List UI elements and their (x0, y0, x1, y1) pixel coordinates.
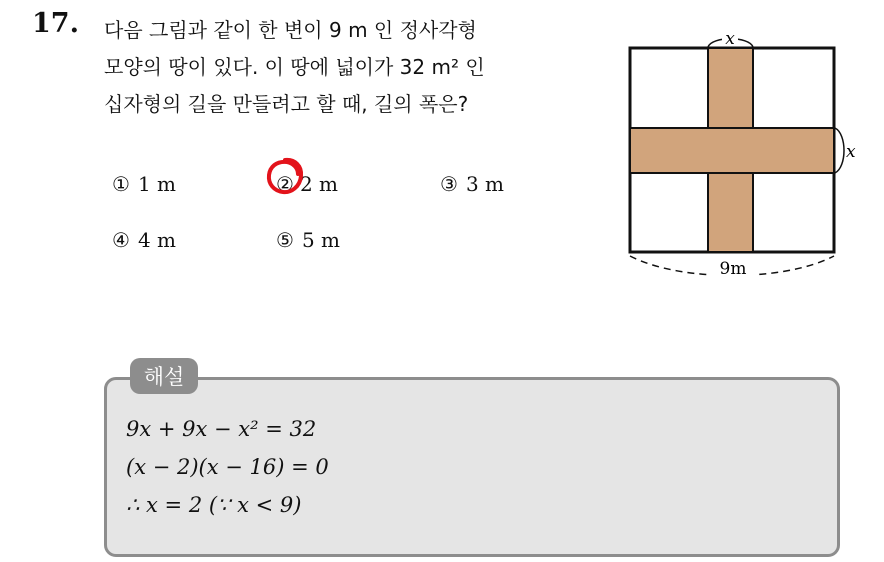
question-line-3: 십자형의 길을 만들려고 할 때, 길의 폭은? (104, 92, 469, 116)
choice-1-text: 1 m (137, 172, 176, 196)
bottom-length-label: 9m (719, 259, 747, 279)
question-number: 17. (32, 8, 79, 39)
choice-2-mark: ② (276, 172, 294, 196)
question-line-2: 모양의 땅이 있다. 이 땅에 넓이가 32 m² 인 (104, 55, 485, 79)
choice-5[interactable] (276, 228, 340, 252)
choice-3[interactable] (440, 172, 504, 196)
solution-line-1: 9x + 9x − x² = 32 (126, 417, 317, 441)
choice-4-text: 4 m (137, 228, 176, 252)
choice-5-text: 5 m (301, 228, 340, 252)
road-crossing (709, 129, 752, 172)
answer-circle-mark (265, 156, 305, 196)
choice-2-text: 2 m (299, 172, 338, 196)
choice-1[interactable] (112, 172, 176, 196)
square-land-figure (600, 26, 870, 286)
choice-3-mark: ③ (440, 172, 458, 196)
choice-1-mark: ① (112, 172, 130, 196)
choice-5-mark: ⑤ (276, 228, 294, 252)
solution-tab: 해설 (130, 358, 198, 394)
choice-4[interactable] (112, 228, 176, 252)
solution-line-2: (x − 2)(x − 16) = 0 (126, 455, 329, 479)
top-width-label: x (725, 29, 735, 49)
choice-3-text: 3 m (465, 172, 504, 196)
choice-4-mark: ④ (112, 228, 130, 252)
right-width-arc (835, 128, 844, 173)
question-line-1: 다음 그림과 같이 한 변이 9 m 인 정사각형 (104, 18, 477, 42)
solution-line-3: ∴ x = 2 (∵ x < 9) (126, 493, 302, 517)
question-stem (104, 12, 604, 123)
right-width-label: x (846, 142, 856, 162)
